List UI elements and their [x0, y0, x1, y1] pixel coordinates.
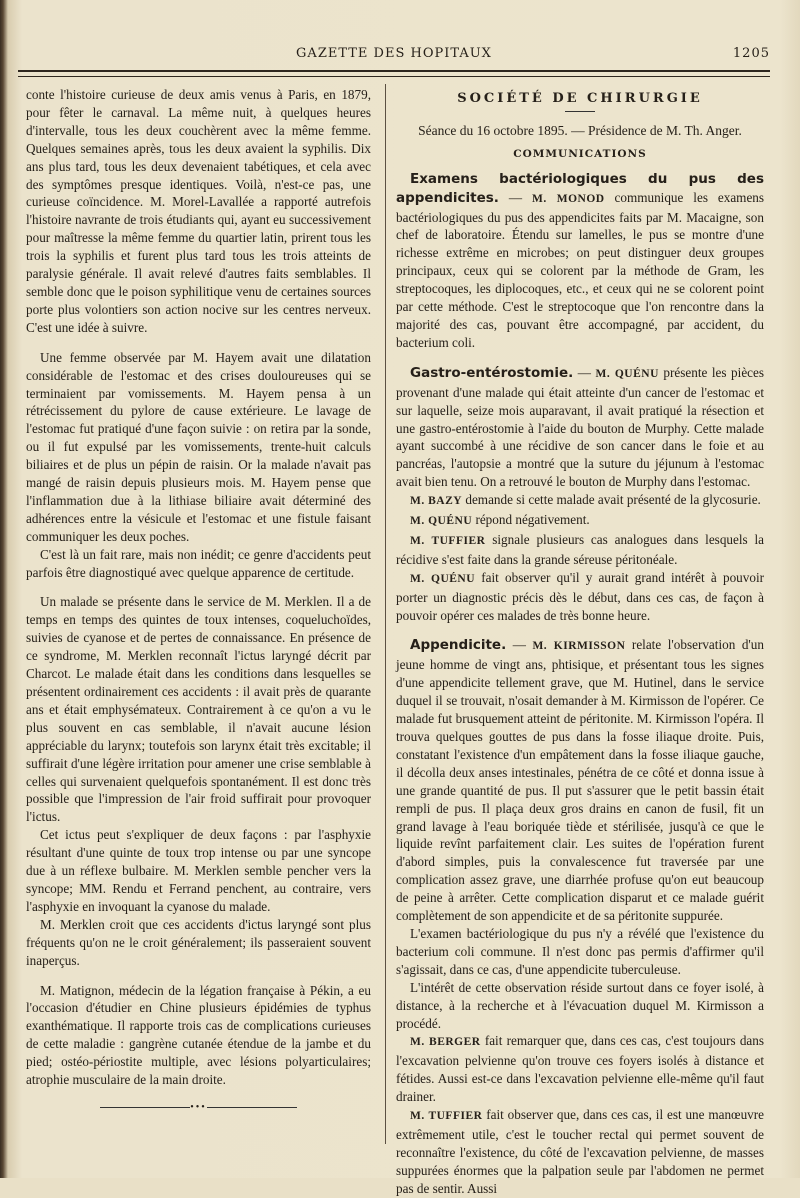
header-rule-thick [18, 70, 770, 72]
paragraph [396, 511, 764, 531]
paragraph-text: relate l'observation d'un jeune homme de vingt ans, phtisique, et présentant tous les signes d'une appendicite tellement grave, que M. Hutinel, dans le service duquel il se trouvait, n'osait demander à M. Kirmisson de l'opérer. Ce malade fut brusquement atteint de péritonite. M. Kirmisson l'opéra. Il trouva quelques gouttes de pus dans la fosse iliaque droite. Puis, constatant l'existence d'un empâtement dans la fosse iliaque gauche, il décolla deux anses intestinales, pénétra de ce côté et donna issue à une grande quantité de pus. Il put s'assurer que le petit bassin était rempli de pus. Il plaça deux gros drains en canon de fusil, fit un grand lavage à l'eau boriquée tiède et stérilisée, jusqu'à ce que le liquide revînt parfaitement clair. Les suites de l'opération furent d'abord simples, puis la convalescence fut traversée par une complication assez grave, une diarrhée profuse qu'on eut beaucoup de peine à arrêter. Cette complication disparut et ce malade guérit complètement de son appendicite et de sa péritonite suppurée. [396, 637, 764, 924]
paragraph: Appendicite. — M. KIRMISSON relate l'observation d'un jeune homme de vingt ans, phtisique, et présentant tous les signes d'une appendicite tellement grave, que M. Hutinel, dans le service duquel il se trouvait, n'osait demander à M. Kirmisson de l'opérer. Ce malade fut brusquement atteint de péritonite. M. Kirmisson l'opéra. Il trouva quelques gouttes de pus dans la fosse iliaque droite. Puis, constatant l'existence d'un empâtement dans la fosse iliaque gauche, il décolla deux anses intestinales, pénétra de ce côté et donna issue à une grande quantité de pus. Il put s'assurer que le petit bassin était rempli de pus. Il plaça deux gros drains en canon de fusil, fit un grand lavage à l'eau boriquée tiède et stérilisée, jusqu'à ce que le liquide revînt parfaitement clair. Les suites de l'opération furent d'abord simples, puis la convalescence fut traversée par une complication assez grave, une diarrhée profuse qu'on eut beaucoup de peine à arrêter. Cette complication disparut et ce malade guérit complètement de son appendicite et de sa péritonite suppurée. [396, 637, 764, 924]
paragraph [396, 1106, 764, 1198]
speaker-name: M. QUÉNU [595, 367, 659, 380]
speaker-name: M. BERGER [410, 1036, 481, 1049]
speaker-name: M. MONOD [531, 192, 605, 205]
right-column [396, 86, 764, 1198]
left-column [26, 86, 371, 1117]
speaker-name: M. QUÉNU [410, 515, 473, 528]
paragraph [396, 569, 764, 625]
paragraph: L'examen bactériologique du pus n'y a révélé que l'existence du bacterium coli commune. Il n'est donc pas permis d'affirmer qu'il s'agissait, dans ce cas, d'une appendicite tuberculeuse. [396, 925, 764, 977]
paragraph: Une femme observée par M. Hayem avait une dilatation considérable de l'estomac et des crises douloureuses qui se terminaient par vomissements. M. Hayem pensa à un rétrécissement du pylore de cause extérieure. Le lavage de l'estomac fut pratiqué d'une façon suivie : on retira par la sonde, ou il fut expulsé par les vomissements, trente-huit calculs biliaires et de plus un pépin de raisin. Or la malade n'avait pas mangé de raisin depuis plusieurs mois. M. Hayem pense que l'inflammation due à la lithiase biliaire avait déterminé des adhérences entre la vésicule et l'estomac et une fistule faisant communiquer les deux poches. [26, 349, 371, 544]
paragraph: L'intérêt de cette observation réside surtout dans ce foyer isolé, à distance, à la recherche et à l'évacuation duquel M. Kirmisson a procédé. [396, 979, 764, 1031]
paragraph [396, 1032, 764, 1106]
paragraph: M. Matignon, médecin de la légation française à Pékin, a eu l'occasion d'étudier en Chine plusieurs épidémies de typhus exanthématique. Il rapporte trois cas de complications curieuses de cette maladie : gangrène cutanée étendue de la jambe et du pied; ostéo-périostite multiple, avec lésions polyarticulaires; atrophie musculaire de la main droite. [26, 982, 371, 1088]
speaker-name: M. QUÉNU [410, 572, 476, 585]
article-heading: Appendicite. [410, 637, 507, 654]
paragraph: C'est là un fait rare, mais non inédit; ce genre d'accidents peut parfois être diagnostiqué avec quelque apparence de certitude. [26, 546, 371, 580]
paragraph-text: demande si cette malade avait présenté de la glycosurie. [465, 492, 761, 508]
article-heading: Examens bactériologiques du pus des appendicites. [396, 170, 764, 206]
section-title: SOCIÉTÉ DE CHIRURGIE [457, 91, 703, 106]
journal-title: GAZETTE DES HOPITAUX [296, 46, 492, 61]
communications-heading: COMMUNICATIONS [513, 147, 647, 160]
paragraph-text: fait remarquer que, dans ces cas, c'est toujours dans l'excavation pelvienne qu'on trouve ces foyers isolés à distance et fétides. Aussi est-ce dans l'excavation pelvienne elle-même qu'il faut drainer. [396, 1033, 765, 1105]
paragraph-text: répond négativement. [475, 512, 590, 528]
paragraph-text: fait observer que, dans ces cas, il est une manœuvre extrêmement utile, c'est le toucher rectal qui permet souvent de reconnaître l'existence, du côté de l'excavation pelvienne, de masses suppurées énormes que la palpation seule par l'abdomen ne permet pas de sentir. Aussi [396, 1107, 764, 1196]
speaker-name: M. TUFFIER [410, 1110, 483, 1123]
paragraph-text: présente les pièces provenant d'une malade qui était atteinte d'un cancer de l'estomac et sur laquelle, seize mois auparavant, il avait pratiqué la résection et une gastro-entérostomie à l'aide du bouton de Murphy. Cette malade ayant succombé à une récidive de son cancer dans le foie et au pancréas, l'autopsie a montré que la suture du jéjunum à l'estomac avait bien tenu. On a retrouvé le bouton de Murphy dans l'estomac. [396, 364, 765, 490]
speaker-name: M. KIRMISSON [532, 640, 626, 653]
article-heading: Gastro-entérostomie. [410, 364, 574, 381]
end-divider: ••• [26, 1099, 371, 1117]
session-line: Séance du 16 octobre 1895. — Présidence de M. Th. Anger. [418, 122, 742, 138]
section-rule [565, 111, 595, 112]
paragraph: M. Merklen croit que ces accidents d'ictus laryngé sont plus fréquents qu'on ne le croit généralement; ils passeraient souvent inaperçus. [26, 916, 371, 968]
paragraph: Examens bactériologiques du pus des appendicites. — M. MONOD communique les examens bactériologiques du pus des appendicites faits par M. Macaigne, son chef de laboratoire. Étendu sur lamelles, le pus se montre d'une richesse extrême en microbes; on peut distinguer deux groupes principaux, ceux qui se colorent par la méthode de Gram, les streptocoques, les diplocoques, etc., et ceux qui ne se colorent point par cette méthode. C'est le streptocoque que l'on rencontre dans la majorité des cas, pouvant être accompagné, par accident, du bacterium coli. [396, 170, 765, 350]
header-rule-thin [18, 76, 770, 77]
paragraph: Gastro-entérostomie. — M. QUÉNU présente les pièces provenant d'une malade qui était atteinte d'un cancer de l'estomac et sur laquelle, seize mois auparavant, il avait pratiqué la résection et une gastro-entérostomie à l'aide du bouton de Murphy. Cette malade ayant succombé à une récidive de son cancer dans le foie et au pancréas, l'autopsie a montré que la suture du jéjunum à l'estomac avait bien tenu. On a retrouvé le bouton de Murphy dans l'estomac. [396, 364, 765, 490]
column-divider [385, 84, 386, 1144]
paragraph-text: signale plusieurs cas analogues dans lesquels la récidive s'est faite dans la grande séreuse péritonéale. [396, 531, 765, 567]
paragraph: Un malade se présente dans le service de M. Merklen. Il a de temps en temps des quintes de toux intenses, coqueluchoïdes, suivies de cyanose et de pertes de connaissance. En présence de ce syndrome, M. Merklen reconnaît l'ictus laryngé décrit par Charcot. Le malade était dans les conditions dans lesquelles se présentent ordinairement ces accidents : il avait près de quarante ans et était emphysémateux. Contrairement à ce qu'on a vu le plus souvent en cas semblable, il n'avait aucune lésion appréciable du larynx; toutefois son larynx était très excitable; il suffirait d'une légère irritation pour amener une crise semblable à celles qui survenaient quelquefois spontanément. Il est donc très possible que l'impression de l'air froid suffirait pour provoquer l'ictus. [26, 594, 371, 825]
paragraph: conte l'histoire curieuse de deux amis venus à Paris, en 1879, pour fêter le carnaval. La même nuit, à quelques heures d'intervalle, tous les deux couchèrent avec la même femme. Quelques semaines après, tous les deux avaient la syphilis. Dix ans plus tard, tous les deux devenaient tabétiques, et cela avec des symptômes presque identiques. Voilà, n'est-ce pas, une curieuse coïncidence. M. Morel-Lavallée a rapporté autrefois l'histoire navrante de trois étudiants qui, ayant eu successivement pour maîtresse la même femme du quartier latin, prirent tous les trois la syphilis et furent plus tard tous les trois atteints de paralysie générale. Il avait relevé d'autres faits semblables. Il semble donc que le poison syphilitique venu de certaines sources porte plus volontiers son action nocive sur les centres nerveux. C'est une idée à suivre. [26, 87, 371, 335]
paragraph-text: communique les examens bactériologiques du pus des appendicites faits par M. Macaigne, son chef de laboratoire. Étendu sur lamelles, le pus se montre d'une richesse extrême en microbes; on peut distinguer deux groupes principaux, ceux qui se colorent par la méthode de Gram, les streptocoques, les diplocoques, etc., et ceux qui ne se colorent point par cette méthode. C'est le streptocoque que l'on rencontre dans la majorité des cas, pouvant être accompagné, par accident, du bacterium coli. [396, 189, 765, 350]
speaker-name: M. BAZY [410, 495, 463, 508]
paragraph [396, 531, 764, 569]
paragraph-text: fait observer qu'il y aurait grand intérêt à pouvoir porter un diagnostic précis dès le début, dans ces cas, de façon à pouvoir opérer ces malades de très bonne heure. [396, 569, 764, 623]
speaker-name: M. TUFFIER [410, 534, 486, 547]
page-header [18, 44, 770, 64]
page-number: 1205 [732, 46, 770, 61]
paragraph: Cet ictus peut s'expliquer de deux façons : par l'asphyxie résultant d'une quinte de toux trop intense ou par une syncope due à un réflexe bulbaire. M. Merklen semble pencher vers la syncope; MM. Rendu et Ferrand penchent, au contraire, vers l'asphyxie en invoquant la cyanose du malade. [26, 827, 371, 914]
paragraph [396, 491, 764, 511]
